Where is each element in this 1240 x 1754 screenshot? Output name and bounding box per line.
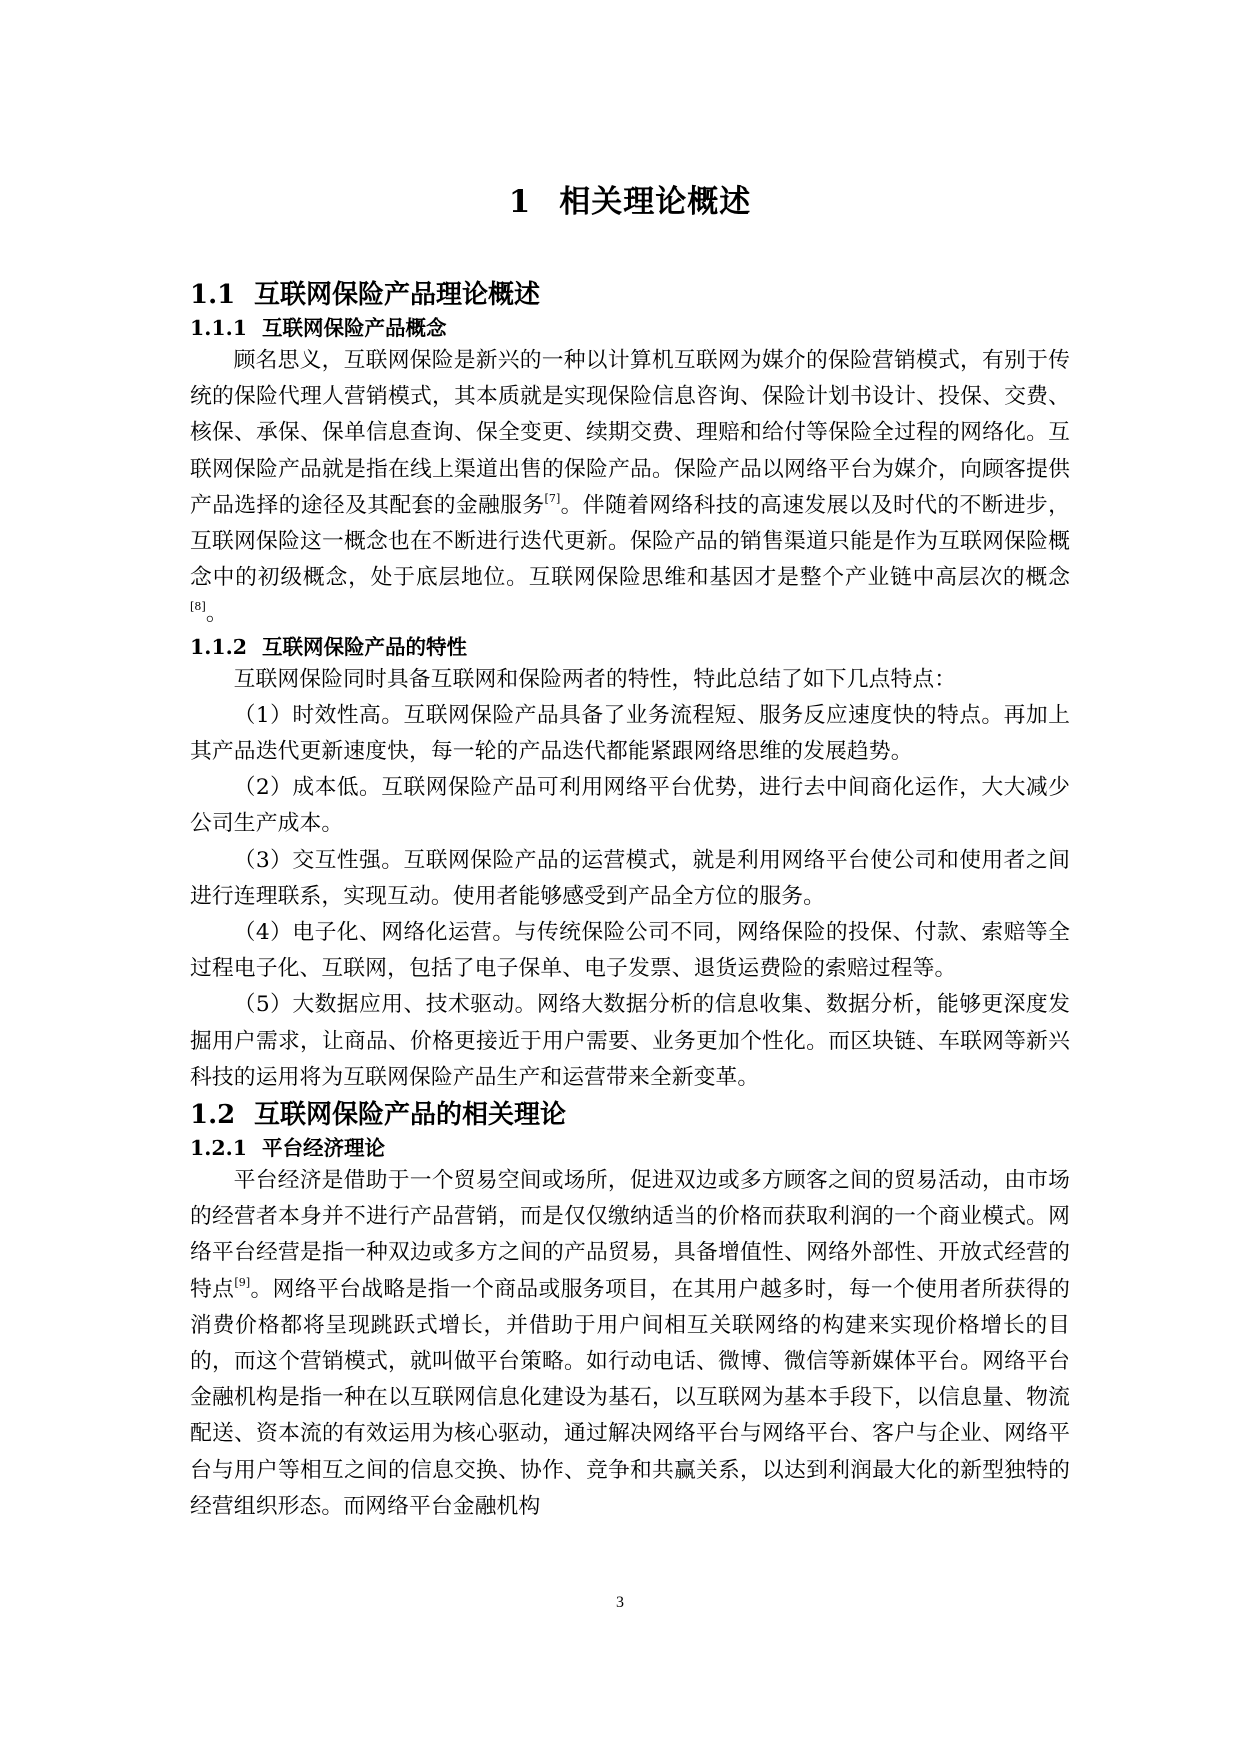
citation-ref: [7] bbox=[544, 491, 561, 505]
chapter-number: 1 bbox=[508, 184, 532, 220]
subsection-title: 互联网保险产品的特性 bbox=[262, 634, 467, 659]
body-paragraph bbox=[190, 1163, 1070, 1525]
page-number: 3 bbox=[616, 1594, 624, 1611]
subsection-title: 平台经济理论 bbox=[262, 1136, 385, 1161]
paragraph-text: 。网络平台战略是指一个商品或服务项目，在其用户越多时，每一个使用者所获得的消费价格都将呈现跳跃式增长，并借助于用户间相互关联网络的构建来实现价格增长的目的，而这个营销模式，就叫做平台策略。如行动电话、微博、微信等新媒体平台。网络平台金融机构是指一种在以互联网信息化建设为基石，以互联网为基本手段下，以信息量、物流配送、资本流的有效运用为核心驱动，通过解决网络平台与网络平台、客户与企业、网络平台与用户等相互之间的信息交换、协作、竞争和共赢关系，以达到利润最大化的新型独特的经营组织形态。而网络平台金融机构 bbox=[190, 1276, 1071, 1519]
section-heading bbox=[190, 1096, 1070, 1134]
subsection-number: 1.1.2 bbox=[190, 634, 248, 659]
paragraph-text: 。 bbox=[205, 601, 228, 627]
paragraph-text: 。伴随着网络科技的高速发展以及时代的不断进步，互联网保险这一概念也在不断进行迭代更新。保险产品的销售渠道只能是作为互联网保险概念中的初级概念，处于底层地位。互联网保险思维和基因才是整个产业链中高层次的概念 bbox=[190, 492, 1070, 591]
subsection-heading bbox=[190, 633, 1070, 662]
subsection-number: 1.1.1 bbox=[190, 316, 248, 340]
section-title: 互联网保险产品理论概述 bbox=[254, 280, 541, 310]
list-paragraph: （5）大数据应用、技术驱动。网络大数据分析的信息收集、数据分析，能够更深度发掘用户需求，让商品、价格更接近于用户需要、业务更加个性化。而区块链、车联网等新兴科技的运用将为互联网保险产品生产和运营带来全新变革。 bbox=[190, 992, 1070, 1090]
paragraph-text: 顾名思义，互联网保险是新兴的一种以计算机互联网为媒介的保险营销模式，有别于传统的保险代理人营销模式，其本质就是实现保险信息咨询、保险计划书设计、投保、交费、核保、承保、保单信息查询、保全变更、续期交费、理赔和给付等保险全过程的网络化。互联网保险产品就是指在线上渠道出售的保险产品。保险产品以网络平台为媒介，向顾客提供产品选择的途径及其配套的金融服务 bbox=[190, 348, 1070, 518]
list-paragraph: （4）电子化、网络化运营。与传统保险公司不同，网络保险的投保、付款、索赔等全过程电子化、互联网，包括了电子保单、电子发票、退货运费险的索赔过程等。 bbox=[190, 920, 1070, 982]
section-number: 1.1 bbox=[190, 280, 236, 310]
subsection-heading bbox=[190, 1134, 1070, 1163]
chapter-title bbox=[190, 176, 1070, 228]
section-heading bbox=[190, 276, 1070, 314]
page-content bbox=[190, 176, 1070, 1525]
chapter-title-text: 相关理论概述 bbox=[559, 184, 752, 220]
list-paragraph: （3）交互性强。互联网保险产品的运营模式，就是利用网络平台使公司和使用者之间进行连理联系，实现互动。使用者能够感受到产品全方位的服务。 bbox=[190, 847, 1070, 909]
citation-ref: [8] bbox=[190, 600, 206, 614]
citation-ref: [9] bbox=[234, 1275, 251, 1289]
subsection-heading bbox=[190, 314, 1070, 343]
body-paragraph: 互联网保险同时具备互联网和保险两者的特性，特此总结了如下几点特点： bbox=[233, 666, 957, 692]
body-paragraph bbox=[190, 343, 1070, 633]
subsection-title: 互联网保险产品概念 bbox=[262, 316, 447, 340]
subsection-number: 1.2.1 bbox=[190, 1136, 248, 1161]
list-paragraph: （2）成本低。互联网保险产品可利用网络平台优势，进行去中间商化运作，大大减少公司生产成本。 bbox=[190, 775, 1070, 837]
section-number: 1.2 bbox=[190, 1100, 236, 1131]
section-title: 互联网保险产品的相关理论 bbox=[254, 1100, 567, 1131]
list-paragraph: （1）时效性高。互联网保险产品具备了业务流程短、服务反应速度快的特点。再加上其产品迭代更新速度快，每一轮的产品迭代都能紧跟网络思维的发展趋势。 bbox=[190, 702, 1070, 765]
paragraph-text: 平台经济是借助于一个贸易空间或场所，促进双边或多方顾客之间的贸易活动，由市场的经营者本身并不进行产品营销，而是仅仅缴纳适当的价格而获取利润的一个商业模式。网络平台经营是指一种双边或多方之间的产品贸易，具备增值性、网络外部性、开放式经营的特点 bbox=[190, 1168, 1070, 1302]
